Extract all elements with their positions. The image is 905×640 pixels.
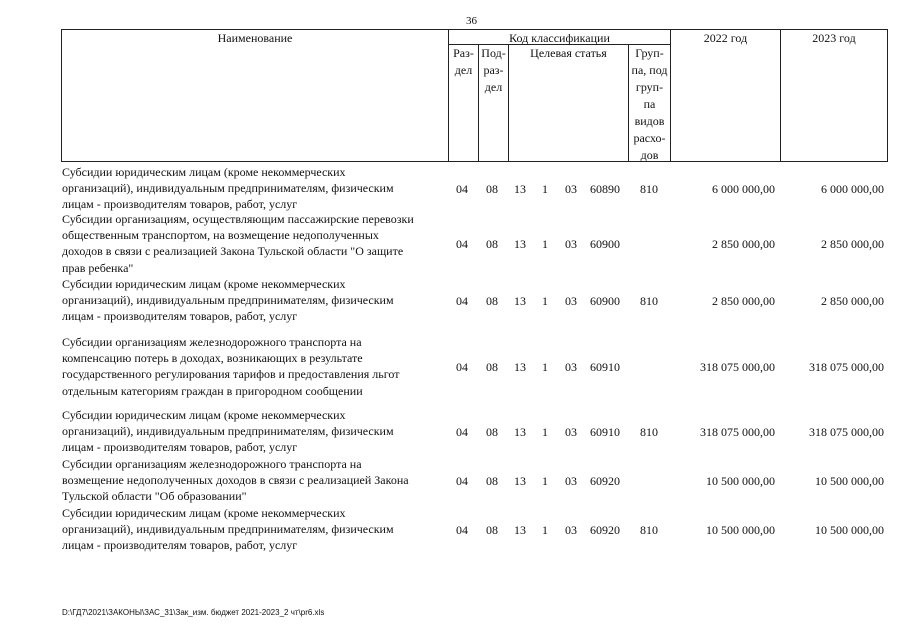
row-subprogram: 1	[542, 424, 548, 439]
row-name-line: Субсидии юридическим лицам (кроме некоммерческих	[62, 277, 346, 291]
row-name-line: организаций), индивидуальным предпринимателям, физическим	[62, 293, 394, 308]
row-program: 13	[514, 236, 526, 251]
row-podrazdel: 08	[486, 181, 498, 196]
table-row	[0, 505, 905, 554]
row-amount-2022: 318 075 000,00	[700, 359, 775, 374]
header-group-line: па, под	[631, 63, 668, 77]
row-amount-2023: 318 075 000,00	[809, 424, 884, 439]
header-group	[629, 45, 670, 164]
row-subprogram: 1	[542, 359, 548, 374]
row-subprogram: 1	[542, 293, 548, 308]
row-name-line: общественным транспортом, на возмещение недополученных	[62, 228, 379, 243]
file-path-footer: D:\ГД7\2021\ЗАКОНЫ\ЗАС_31\Зак_изм. бюджет 2021-2023_2 чт\pr6.xls	[62, 608, 325, 617]
row-code: 60900	[590, 236, 620, 251]
row-name-line: Субсидии организациям железнодорожного транспорта на	[62, 457, 362, 471]
row-podrazdel: 08	[486, 473, 498, 488]
row-podrazdel: 08	[486, 522, 498, 537]
row-program: 13	[514, 424, 526, 439]
row-amount-2022: 6 000 000,00	[712, 181, 775, 196]
row-name-line: Субсидии организациям, осуществляющим пассажирские перевозки	[62, 212, 414, 226]
row-name-line: лицам - производителям товаров, работ, услуг	[62, 440, 298, 455]
header-group-line: Груп-	[635, 46, 664, 60]
row-amount-2022: 2 850 000,00	[712, 236, 775, 251]
header-bottom-border	[61, 161, 888, 162]
table-row	[0, 211, 905, 276]
row-name-line: лицам - производителям товаров, работ, услуг	[62, 309, 298, 324]
header-group-line: дов	[640, 148, 659, 162]
row-amount-2023: 10 500 000,00	[815, 473, 884, 488]
row-amount-2023: 318 075 000,00	[809, 359, 884, 374]
row-expense-type: 810	[640, 522, 658, 537]
row-name-line: государственного регулирования тарифов и предоставления льгот	[62, 367, 400, 382]
row-name-line: Тульской области "Об образовании"	[62, 489, 247, 504]
row-name-line: доходов в связи с реализацией Закона Тульской области "О защите	[62, 244, 404, 259]
table-row	[0, 407, 905, 456]
row-expense-type: 810	[640, 293, 658, 308]
row-razdel: 04	[456, 473, 468, 488]
header-classification: Код классификации	[509, 31, 610, 45]
header-left-border	[61, 29, 62, 162]
row-amount-2023: 6 000 000,00	[821, 181, 884, 196]
row-code: 60920	[590, 522, 620, 537]
row-razdel: 04	[456, 424, 468, 439]
table-row	[0, 276, 905, 325]
row-amount-2023: 2 850 000,00	[821, 236, 884, 251]
header-podrazdel-line: дел	[484, 80, 503, 94]
row-razdel: 04	[456, 236, 468, 251]
row-name	[62, 276, 447, 325]
row-amount-2022: 10 500 000,00	[706, 473, 775, 488]
row-name-line: Субсидии юридическим лицам (кроме некоммерческих	[62, 408, 346, 422]
table-row	[0, 164, 905, 213]
row-group: 03	[565, 236, 577, 251]
row-name-line: Субсидии юридическим лицам (кроме некоммерческих	[62, 165, 346, 179]
row-code: 60910	[590, 359, 620, 374]
header-year-2023: 2023 год	[812, 31, 856, 45]
row-group: 03	[565, 473, 577, 488]
row-subprogram: 1	[542, 181, 548, 196]
row-name	[62, 164, 447, 213]
row-code: 60910	[590, 424, 620, 439]
row-podrazdel: 08	[486, 236, 498, 251]
row-name-line: прав ребенка"	[62, 260, 134, 275]
row-name-line: компенсацию потерь в доходах, возникающих в результате	[62, 351, 363, 366]
row-name	[62, 211, 447, 276]
header-group-line: видов	[634, 114, 665, 128]
header-right-border	[887, 29, 888, 162]
row-name	[62, 407, 447, 456]
row-program: 13	[514, 522, 526, 537]
row-podrazdel: 08	[486, 424, 498, 439]
row-code: 60920	[590, 473, 620, 488]
row-group: 03	[565, 359, 577, 374]
row-amount-2022: 318 075 000,00	[700, 424, 775, 439]
row-amount-2022: 2 850 000,00	[712, 293, 775, 308]
row-name-line: отдельным категориям граждан в пригородном сообщении	[62, 383, 363, 398]
row-razdel: 04	[456, 359, 468, 374]
row-expense-type: 810	[640, 424, 658, 439]
row-name-line: Субсидии юридическим лицам (кроме некоммерческих	[62, 506, 346, 520]
row-amount-2023: 2 850 000,00	[821, 293, 884, 308]
row-name-line: Субсидии организациям железнодорожного транспорта на	[62, 335, 362, 349]
row-name-line: организаций), индивидуальным предпринимателям, физическим	[62, 522, 394, 537]
header-podrazdel-line: Под-	[481, 46, 506, 60]
row-group: 03	[565, 522, 577, 537]
header-razdel	[449, 45, 478, 79]
table-row	[0, 334, 905, 399]
row-razdel: 04	[456, 181, 468, 196]
header-group-line: груп-	[635, 80, 664, 94]
header-group-line: па	[643, 97, 656, 111]
row-code: 60890	[590, 181, 620, 196]
table-row	[0, 456, 905, 505]
row-name-line: организаций), индивидуальным предпринимателям, физическим	[62, 424, 394, 439]
header-razdel-line: дел	[454, 63, 473, 77]
row-amount-2022: 10 500 000,00	[706, 522, 775, 537]
row-name-line: возмещение недополученных доходов в связи с реализацией Закона	[62, 473, 409, 488]
row-program: 13	[514, 181, 526, 196]
header-name: Наименование	[217, 31, 293, 45]
table-header	[0, 0, 905, 170]
row-group: 03	[565, 181, 577, 196]
row-name	[62, 505, 447, 554]
header-group-line: расхо-	[633, 131, 666, 145]
row-subprogram: 1	[542, 236, 548, 251]
row-podrazdel: 08	[486, 293, 498, 308]
header-divider	[670, 29, 671, 162]
row-program: 13	[514, 293, 526, 308]
header-divider	[780, 29, 781, 162]
header-podrazdel-line: раз-	[483, 63, 504, 77]
header-razdel-line: Раз-	[453, 46, 474, 60]
row-expense-type: 810	[640, 181, 658, 196]
row-name	[62, 456, 447, 505]
row-group: 03	[565, 293, 577, 308]
page-number: 36	[466, 15, 477, 27]
row-razdel: 04	[456, 293, 468, 308]
row-name-line: лицам - производителям товаров, работ, услуг	[62, 197, 298, 212]
header-year-2022: 2022 год	[703, 31, 748, 45]
row-name-line: организаций), индивидуальным предпринимателям, физическим	[62, 181, 394, 196]
row-subprogram: 1	[542, 522, 548, 537]
row-podrazdel: 08	[486, 359, 498, 374]
row-name	[62, 334, 447, 399]
row-name-line: лицам - производителям товаров, работ, услуг	[62, 538, 298, 553]
row-subprogram: 1	[542, 473, 548, 488]
row-amount-2023: 10 500 000,00	[815, 522, 884, 537]
header-target: Целевая статья	[530, 46, 607, 60]
row-razdel: 04	[456, 522, 468, 537]
header-podrazdel	[479, 45, 508, 96]
row-group: 03	[565, 424, 577, 439]
row-program: 13	[514, 359, 526, 374]
row-code: 60900	[590, 293, 620, 308]
row-program: 13	[514, 473, 526, 488]
